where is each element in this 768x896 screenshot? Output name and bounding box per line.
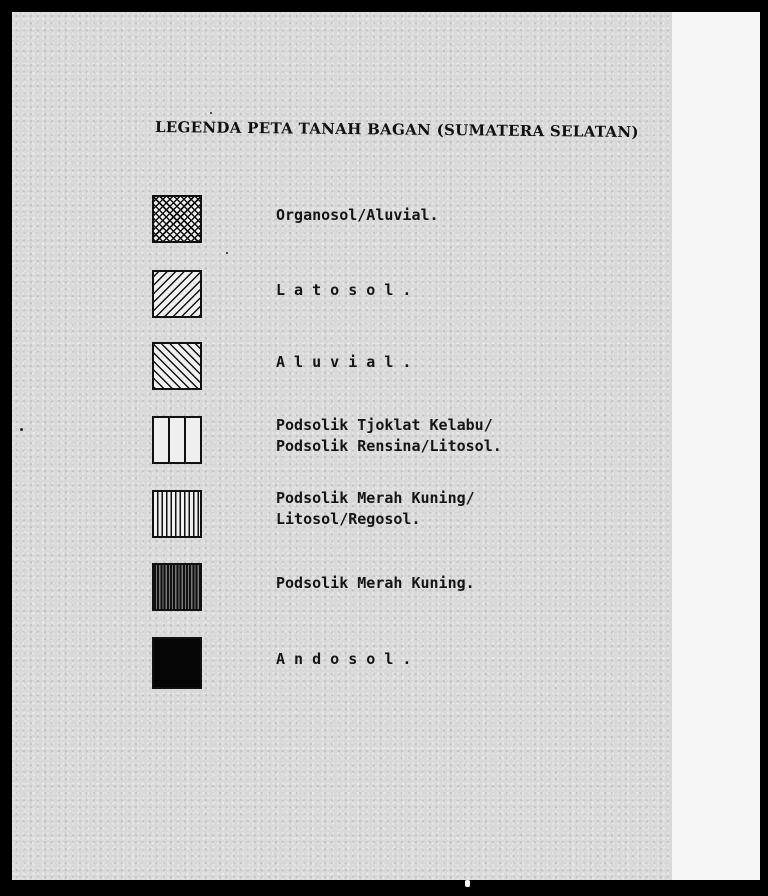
legend-label-line-2: Litosol/Regosol.	[276, 510, 421, 528]
legend-label: Organosol/Aluvial.	[276, 206, 439, 224]
legend-item-aluvial	[152, 342, 612, 396]
solid-black-swatch-icon	[152, 637, 202, 689]
legend-title: LEGENDA PETA TANAH BAGAN (SUMATERA SELATAN)	[154, 118, 639, 142]
legend-label: A n d o s o l .	[276, 650, 412, 668]
legend-item-andosol	[152, 637, 612, 691]
legend-label-line-1: Podsolik Merah Kuning/	[276, 489, 475, 507]
legend-label: A l u v i a l .	[276, 353, 412, 371]
legend-item-latosol	[152, 270, 612, 324]
vertical-medium-swatch-icon	[152, 490, 202, 538]
legend-item-podsolik-tjoklat-kelabu	[152, 416, 612, 470]
legend-item-podsolik-merah-kuning-litosol	[152, 490, 612, 544]
vertical-dense-swatch-icon	[152, 563, 202, 611]
scan-artifact	[465, 880, 470, 887]
vertical-wide-swatch-icon	[152, 416, 202, 464]
diagonal-forward-swatch-icon	[152, 270, 202, 318]
legend-item-organosol-aluvial	[152, 195, 612, 249]
diagonal-back-swatch-icon	[152, 342, 202, 390]
legend-label-line-1: Podsolik Tjoklat Kelabu/	[276, 416, 493, 434]
ink-speck	[20, 428, 23, 431]
ink-speck	[226, 252, 228, 254]
ink-speck	[210, 112, 212, 114]
legend-item-podsolik-merah-kuning	[152, 563, 612, 617]
legend-label-line-2: Podsolik Rensina/Litosol.	[276, 437, 502, 455]
cross-hatch-swatch-icon	[152, 195, 202, 243]
legend-label: Podsolik Merah Kuning.	[276, 574, 475, 592]
page-margin-strip	[672, 12, 760, 880]
legend-label: L a t o s o l .	[276, 281, 412, 299]
